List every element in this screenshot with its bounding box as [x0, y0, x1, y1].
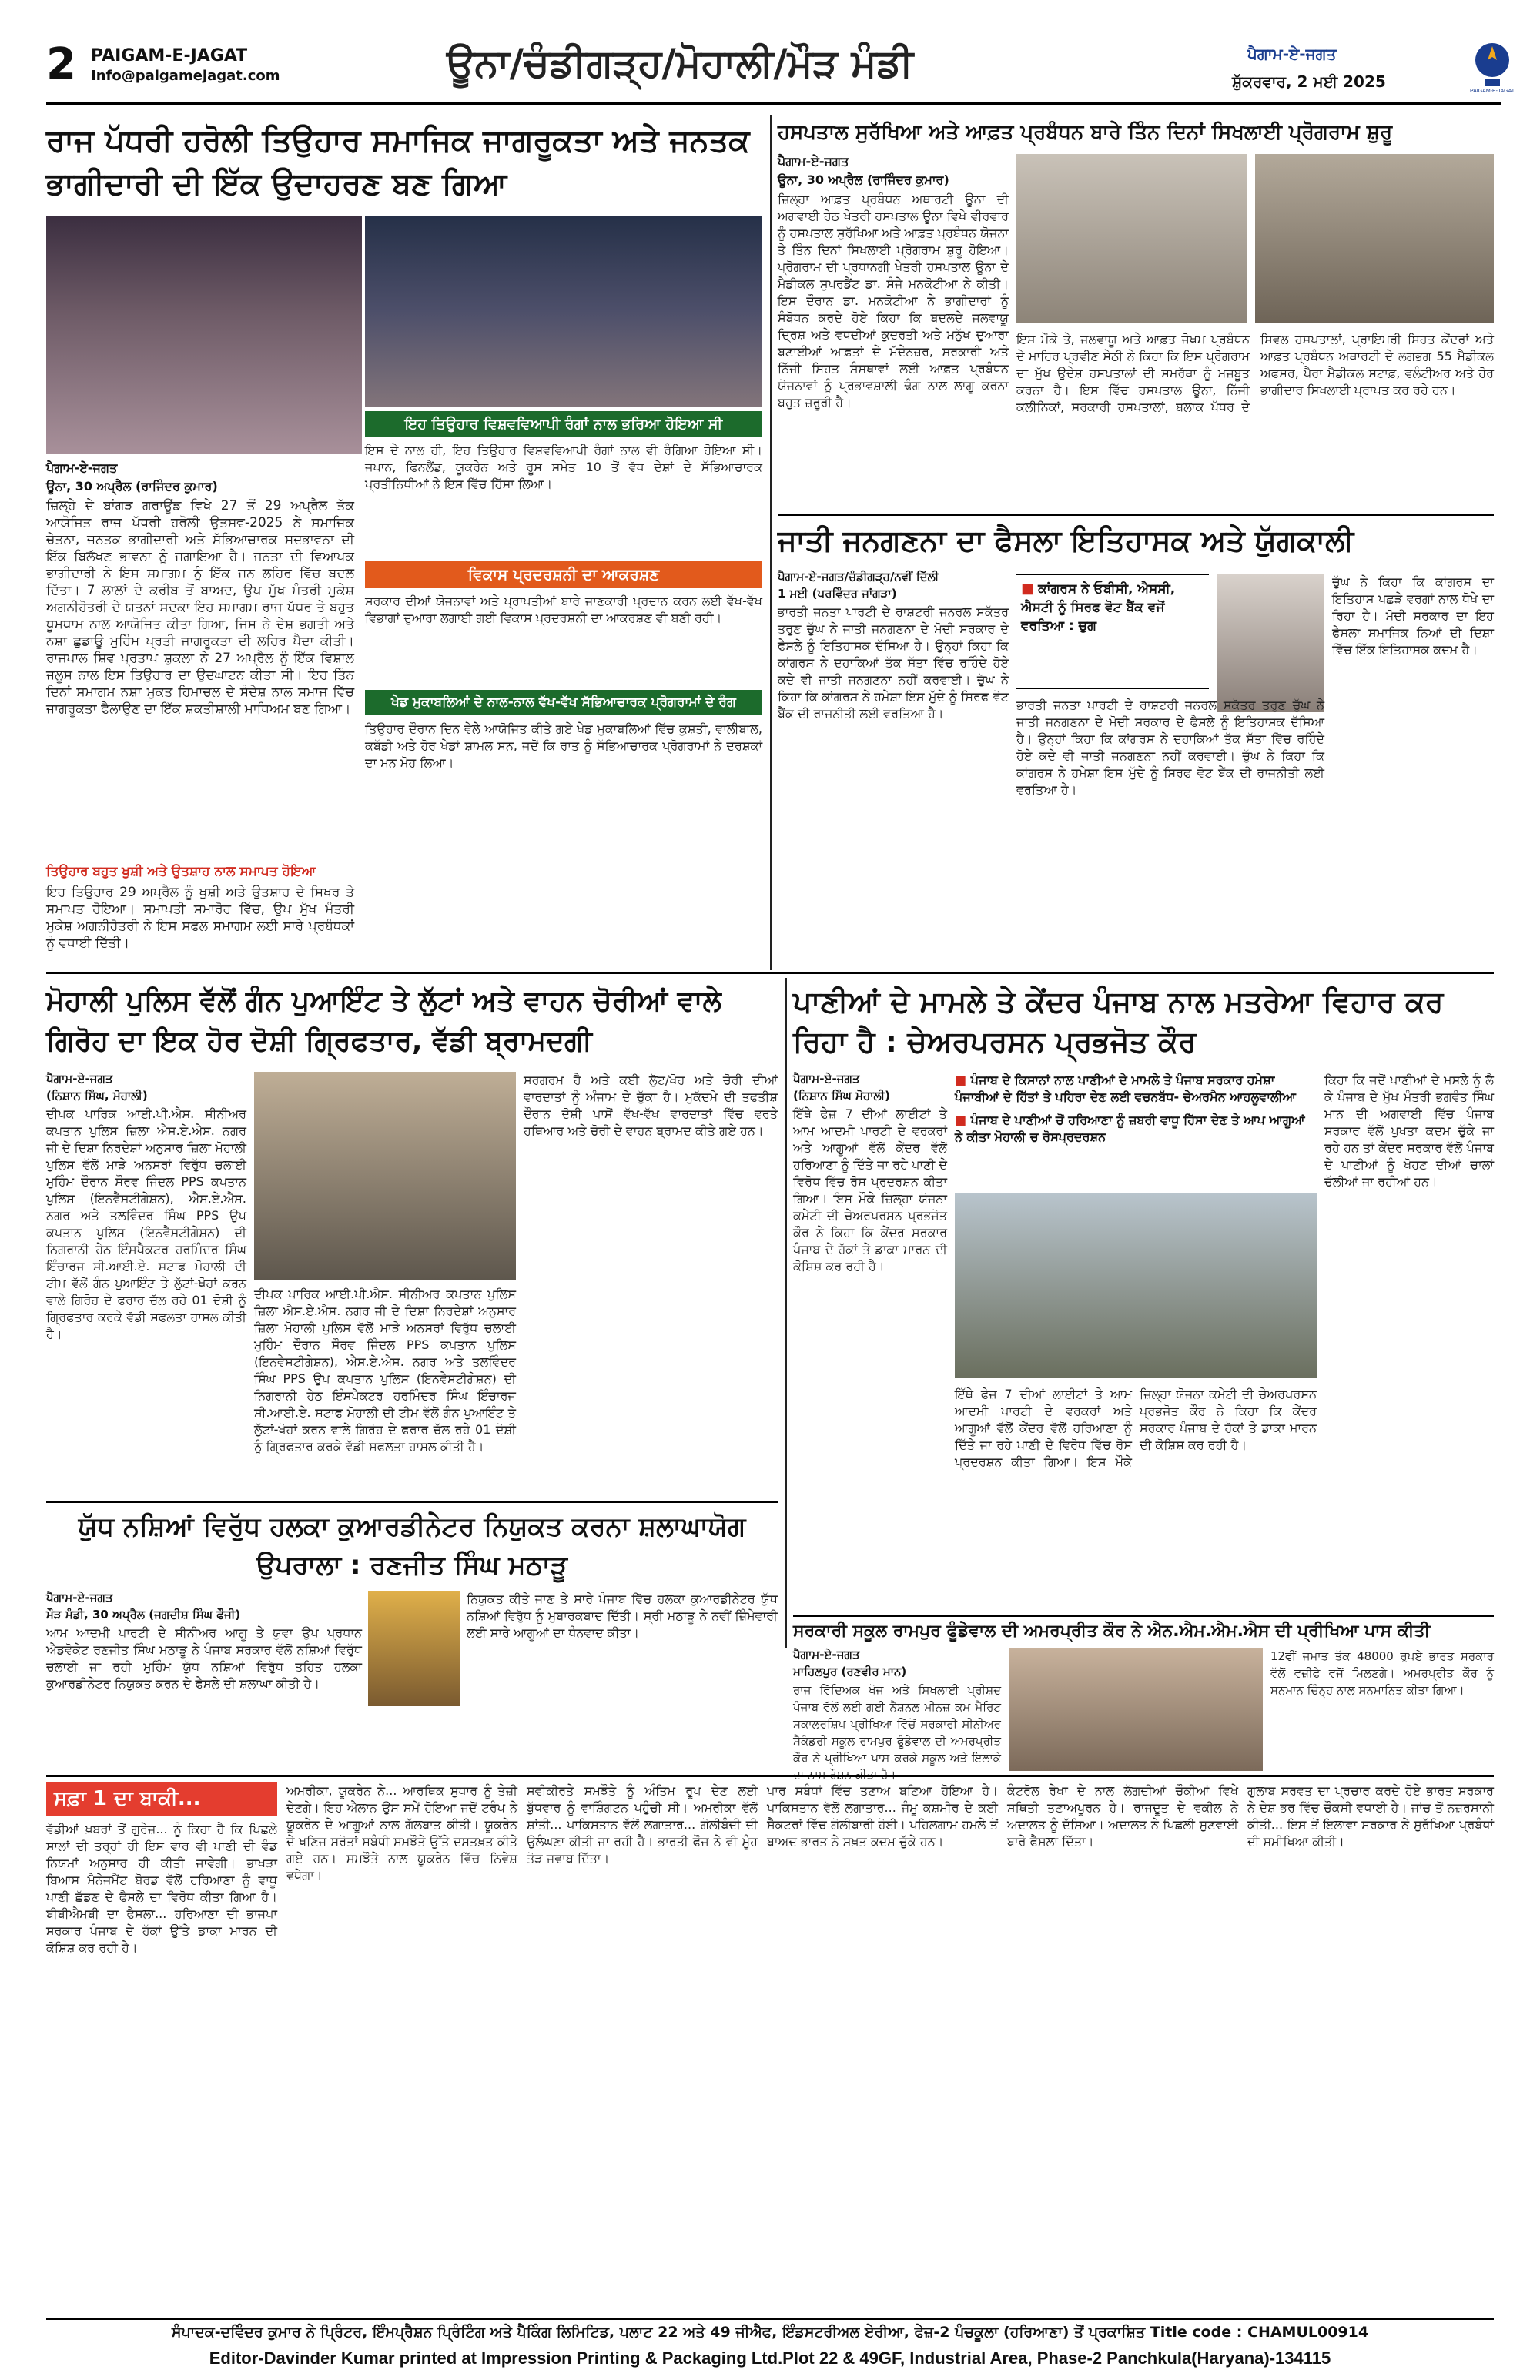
story2-headline: ਹਸਪਤਾਲ ਸੁਰੱਖਿਆ ਅਤੇ ਆਫ਼ਤ ਪ੍ਰਬੰਧਨ ਬਾਰੇ ਤਿੰਨ ਦਿਨਾਂ ਸਿਖਲਾਈ ਪ੍ਰੋਗਰਾਮ ਸ਼ੁਰੂ: [778, 121, 1393, 144]
continued-col-4: ਪਾਰ ਸਬੰਧਾਂ ਵਿੱਚ ਤਣਾਅ ਬਣਿਆ ਹੋਇਆ ਹੈ। ਪਾਕਿਸਤਾਨ ਵੱਲੋਂ ਲਗਾਤਾਰ... ਜੰਮੂ ਕਸ਼ਮੀਰ ਦੇ ਕਈ ਸੈਕਟਰਾਂ ਵਿੱਚ ਗੋਲੀਬਾਰੀ ਹੋਈ। ਪਹਿਲਗਾਮ ਹਮਲੇ ਤੋਂ ਬਾਅਦ ਭਾਰਤ ਨੇ ਸਖ਼ਤ ਕਦਮ ਚੁੱਕੇ ਹਨ।: [767, 1783, 998, 1849]
story1-red-body: ਸਰਕਾਰ ਦੀਆਂ ਯੋਜਨਾਵਾਂ ਅਤੇ ਪ੍ਰਾਪਤੀਆਂ ਬਾਰੇ ਜਾਣਕਾਰੀ ਪ੍ਰਦਾਨ ਕਰਨ ਲਈ ਵੱਖ-ਵੱਖ ਵਿਭਾਗਾਂ ਦੁਆਰਾ ਲਗਾਈ ਗਈ ਵਿਕਾਸ ਪ੍ਰਦਰਸ਼ਨੀ ਦਾ ਆਕਰਸ਼ਣ ਵੀ ਬਣੀ ਰਹੀ।: [365, 594, 762, 625]
story7-byline: ਪੈਗਾਮ-ਏ-ਜਗਤ: [793, 1648, 860, 1662]
story5-dateline: (ਨਿਸ਼ਾਨ ਸਿੰਘ ਮੋਹਾਲੀ): [793, 1089, 891, 1103]
story6-portrait: [368, 1591, 460, 1706]
story1-caption-body: ਇਸ ਦੇ ਨਾਲ ਹੀ, ਇਹ ਤਿਉਹਾਰ ਵਿਸ਼ਵਵਿਆਪੀ ਰੰਗਾਂ ਨਾਲ ਵੀ ਰੰਗਿਆ ਹੋਇਆ ਸੀ। ਜਪਾਨ, ਫਿਨਲੈਂਡ, ਯੂਕਰੇਨ ਅਤੇ ਰੂਸ ਸਮੇਤ 10 ਤੋਂ ਵੱਧ ਦੇਸ਼ਾਂ ਦੇ ਸੱਭਿਆਚਾਰਕ ਪ੍ਰਤੀਨਿਧੀਆਂ ਨੇ ਇਸ ਵਿੱਚ ਹਿੱਸਾ ਲਿਆ।: [365, 443, 762, 491]
story2-photo-meeting: [1016, 154, 1247, 323]
masthead-rule: [46, 102, 1502, 105]
story2-byline: ਪੈਗਾਮ-ਏ-ਜਗਤ: [778, 154, 849, 169]
story1-green-banner: ਖੇਡ ਮੁਕਾਬਲਿਆਂ ਦੇ ਨਾਲ-ਨਾਲ ਵੱਖ-ਵੱਖ ਸੱਭਿਆਚਾਰਕ ਪ੍ਰੋਗਰਾਮਾਂ ਦੇ ਰੰਗ: [365, 690, 762, 715]
story4-byline: ਪੈਗਾਮ-ਏ-ਜਗਤ: [46, 1072, 113, 1086]
story7-dateline: ਮਾਹਿਲਪੁਰ (ਰਣਵੀਰ ਮਾਨ): [793, 1665, 907, 1679]
story3-dateline: 1 ਮਈ (ਪਰਵਿੰਦਰ ਜਾਂਗੜਾ): [778, 587, 897, 601]
separator-horizontal: [46, 972, 1494, 974]
logo-emblem: [1471, 38, 1514, 94]
continued-col-3: ਸਵੀਕੀਰਤੇ ਸਮਝੌਤੇ ਨੂੰ ਅੰਤਿਮ ਰੂਪ ਦੇਣ ਲਈ ਬੁੱਧਵਾਰ ਨੂੰ ਵਾਸ਼ਿੰਗਟਨ ਪਹੁੰਚੀ ਸੀ। ਅਮਰੀਕਾ ਵੱਲੋਂ ਸ਼ਾਂਤੀ... ਪਾਕਿਸਤਾਨ ਵੱਲੋਂ ਲਗਾਤਾਰ... ਗੋਲੀਬੰਦੀ ਦੀ ਉਲੰਘਣਾ ਕੀਤੀ ਜਾ ਰਹੀ ਹੈ। ਭਾਰਤੀ ਫੌਜ ਨੇ ਵੀ ਮੂੰਹ ਤੋੜ ਜਵਾਬ ਦਿੱਤਾ।: [527, 1783, 758, 1866]
story6-body: ਆਮ ਆਦਮੀ ਪਾਰਟੀ ਦੇ ਸੀਨੀਅਰ ਆਗੂ ਤੇ ਯੁਵਾ ਉਪ ਪ੍ਰਧਾਨ ਐਡਵੋਕੇਟ ਰਣਜੀਤ ਸਿੰਘ ਮਠਾੜੂ ਨੇ ਪੰਜਾਬ ਸਰਕਾਰ ਵੱਲੋਂ ਨਸ਼ਿਆਂ ਵਿਰੁੱਧ ਚਲਾਈ ਜਾ ਰਹੀ ਮੁਹਿੰਮ ਯੁੱਧ ਨਸ਼ਿਆਂ ਵਿਰੁੱਧ ਤਹਿਤ ਹਲਕਾ ਕੁਆਰਡੀਨੇਟਰ ਨਿਯੁਕਤ ਕਰਨ ਦੇ ਫੈਸਲੇ ਦੀ ਸ਼ਲਾਘਾ ਕੀਤੀ ਹੈ।: [46, 1625, 362, 1691]
story2-photo-training: [1255, 154, 1494, 323]
story1-green-body: ਤਿਉਹਾਰ ਦੌਰਾਨ ਦਿਨ ਵੇਲੇ ਆਯੋਜਿਤ ਕੀਤੇ ਗਏ ਖੇਡ ਮੁਕਾਬਲਿਆਂ ਵਿੱਚ ਕੁਸ਼ਤੀ, ਵਾਲੀਬਾਲ, ਕਬੱਡੀ ਅਤੇ ਹੋਰ ਖੇਡਾਂ ਸ਼ਾਮਲ ਸਨ, ਜਦੋਂ ਕਿ ਰਾਤ ਨੂੰ ਸੱਭਿਆਚਾਰਕ ਪ੍ਰੋਗਰਾਮਾਂ ਨੇ ਦਰਸ਼ਕਾਂ ਦਾ ਮਨ ਮੋਹ ਲਿਆ।: [365, 721, 762, 770]
story6-byline: ਪੈਗਾਮ-ਏ-ਜਗਤ: [46, 1591, 113, 1605]
footer-line-2: Editor-Davinder Kumar printed at Impression Printing & Packaging Ltd.Plot 22 & 49GF, Industrial Area, Phase-2 Panchkula(Haryana)-134115: [209, 2348, 1331, 2368]
story1-dateline: ਊਨਾ, 30 ਅਪ੍ਰੈਲ (ਰਾਜਿੰਦਰ ਕੁਮਾਰ): [46, 479, 218, 494]
story3-byline: ਪੈਗਾਮ-ਏ-ਜਗਤ/ਚੰਡੀਗੜ੍ਹ/ਨਵੀਂ ਦਿੱਲੀ: [778, 570, 939, 584]
separator-vertical: [785, 978, 787, 1648]
story6-text-col: [46, 1591, 362, 1768]
section-title: ਊਨਾ/ਚੰਡੀਗੜ੍ਹ/ਮੋਹਾਲੀ/ਮੌੜ ਮੰਡੀ: [447, 41, 914, 85]
separator-horizontal: [778, 514, 1494, 516]
story6-dateline: ਮੌੜ ਮੰਡੀ, 30 ਅਪ੍ਰੈਲ (ਜਗਦੀਸ਼ ਸਿੰਘ ਫੌਜੀ): [46, 1608, 241, 1622]
story4-body2: ਸਰਗਰਮ ਹੈ ਅਤੇ ਕਈ ਲੁੱਟ/ਖੋਹ ਅਤੇ ਚੋਰੀ ਦੀਆਂ ਵਾਰਦਾਤਾਂ ਨੂੰ ਅੰਜਾਮ ਦੇ ਚੁੱਕਾ ਹੈ। ਮੁਕੱਦਮੇ ਦੀ ਤਫਤੀਸ਼ ਦੌਰਾਨ ਦੋਸ਼ੀ ਪਾਸੋਂ ਵੱਖ-ਵੱਖ ਵਾਰਦਾਤਾਂ ਵਿੱਚ ਵਰਤੇ ਹਥਿਆਰ ਅਤੇ ਚੋਰੀ ਦੇ ਵਾਹਨ ਬ੍ਰਾਮਦ ਕੀਤੇ ਗਏ ਹਨ।: [524, 1073, 778, 1138]
story2-body: ਜ਼ਿਲ੍ਹਾ ਆਫ਼ਤ ਪ੍ਰਬੰਧਨ ਅਥਾਰਟੀ ਊਨਾ ਦੀ ਅਗਵਾਈ ਹੇਠ ਖੇਤਰੀ ਹਸਪਤਾਲ ਊਨਾ ਵਿਖੇ ਵੀਰਵਾਰ ਨੂੰ ਹਸਪਤਾਲ ਸੁਰੱਖਿਆ ਅਤੇ ਆਫ਼ਤ ਪ੍ਰਬੰਧਨ ਯੋਜਨਾ ਤੇ ਤਿੰਨ ਦਿਨਾਂ ਸਿਖਲਾਈ ਪ੍ਰੋਗਰਾਮ ਸ਼ੁਰੂ ਹੋਇਆ। ਪ੍ਰੋਗਰਾਮ ਦੀ ਪ੍ਰਧਾਨਗੀ ਖੇਤਰੀ ਹਸਪਤਾਲ ਊਨਾ ਦੇ ਮੈਡੀਕਲ ਸੁਪਰਡੈਂਟ ਡਾ. ਸੰਜੇ ਮਨਕੋਟੀਆ ਨੇ ਕੀਤੀ। ਇਸ ਦੌਰਾਨ ਡਾ. ਮਨਕੋਟੀਆ ਨੇ ਭਾਗੀਦਾਰਾਂ ਨੂੰ ਸੰਬੋਧਨ ਕਰਦੇ ਹੋਏ ਕਿਹਾ ਕਿ ਬਦਲਦੇ ਜਲਵਾਯੂ ਦ੍ਰਿਸ਼ ਅਤੇ ਵਧਦੀਆਂ ਕੁਦਰਤੀ ਅਤੇ ਮਨੁੱਖ ਦੁਆਰਾ ਬਣਾਈਆਂ ਆਫ਼ਤਾਂ ਦੇ ਮੱਦੇਨਜ਼ਰ, ਸਰਕਾਰੀ ਅਤੇ ਨਿੱਜੀ ਸਿਹਤ ਸੰਸਥਾਵਾਂ ਲਈ ਆਫ਼ਤ ਪ੍ਰਬੰਧਨ ਯੋਜਨਾਵਾਂ ਨੂੰ ਪ੍ਰਭਾਵਸ਼ਾਲੀ ਢੰਗ ਨਾਲ ਲਾਗੂ ਕਰਨਾ ਬਹੁਤ ਜ਼ਰੂਰੀ ਹੈ।: [778, 192, 1009, 410]
masthead: [46, 38, 1515, 108]
story3-body: ਭਾਰਤੀ ਜਨਤਾ ਪਾਰਟੀ ਦੇ ਰਾਸ਼ਟਰੀ ਜਨਰਲ ਸਕੱਤਰ ਤਰੁਣ ਚੁੱਘ ਨੇ ਜਾਤੀ ਜਨਗਣਨਾ ਦੇ ਮੋਦੀ ਸਰਕਾਰ ਦੇ ਫੈਸਲੇ ਨੂੰ ਇਤਿਹਾਸਕ ਦੱਸਿਆ ਹੈ। ਉਨ੍ਹਾਂ ਕਿਹਾ ਕਿ ਕਾਂਗਰਸ ਨੇ ਦਹਾਕਿਆਂ ਤੱਕ ਸੱਤਾ ਵਿੱਚ ਰਹਿੰਦੇ ਹੋਏ ਕਦੇ ਵੀ ਜਾਤੀ ਜਨਗਣਨਾ ਨਹੀਂ ਕਰਵਾਈ। ਚੁੱਘ ਨੇ ਕਿਹਾ ਕਿ ਕਾਂਗਰਸ ਨੇ ਹਮੇਸ਼ਾ ਇਸ ਮੁੱਦੇ ਨੂੰ ਸਿਰਫ ਵੋਟ ਬੈਂਕ ਦੀ ਰਾਜਨੀਤੀ ਲਈ ਵਰਤਿਆ ਹੈ।: [778, 604, 1009, 721]
story4-headline: ਮੋਹਾਲੀ ਪੁਲਿਸ ਵੱਲੋਂ ਗੰਨ ਪੁਆਇੰਟ ਤੇ ਲੁੱਟਾਂ ਅਤੇ ਵਾਹਨ ਚੋਰੀਆਂ ਵਾਲੇ ਗਿਰੋਹ ਦਾ ਇਕ ਹੋਰ ਦੋਸ਼ੀ ਗ੍ਰਿਫਤਾਰ, ਵੱਡੀ ਬ੍ਰਾਮਦਗੀ: [46, 986, 721, 1057]
story1-red-banner: ਵਿਕਾਸ ਪ੍ਰਦਰਸ਼ਨੀ ਦਾ ਆਕਰਸ਼ਣ: [365, 561, 762, 588]
story7-body: ਰਾਜ ਵਿੱਦਿਅਕ ਖੋਜ ਅਤੇ ਸਿਖਲਾਈ ਪ੍ਰੀਸ਼ਦ ਪੰਜਾਬ ਵੱਲੋਂ ਲਈ ਗਈ ਨੈਸ਼ਨਲ ਮੀਨਜ਼ ਕਮ ਮੈਰਿਟ ਸਕਾਲਰਸ਼ਿਪ ਪ੍ਰੀਖਿਆ ਵਿੱਚੋਂ ਸਰਕਾਰੀ ਸੀਨੀਅਰ ਸੈਕੰਡਰੀ ਸਕੂਲ ਰਾਮਪੁਰ ਫੂੰਡੇਵਾਲ ਦੀ ਅਮਰਪ੍ਰੀਤ ਕੌਰ ਨੇ ਪ੍ਰੀਖਿਆ ਪਾਸ ਕਰਕੇ ਸਕੂਲ ਅਤੇ ਇਲਾਕੇ: [793, 1683, 1001, 1765]
bullet-icon: ■: [955, 1113, 967, 1127]
story5-bullet-1-text: ਪੰਜਾਬ ਦੇ ਕਿਸਾਨਾਂ ਨਾਲ ਪਾਣੀਆਂ ਦੇ ਮਾਮਲੇ ਤੇ ਪੰਜਾਬ ਸਰਕਾਰ ਹਮੇਸ਼ਾ ਪੰਜਾਬੀਆਂ ਦੇ ਹਿੱਤਾਂ ਤੇ ਪਹਿਰਾ ਦੇਣ ਲਈ ਵਚਨਬੱਧ- ਚੇਅਰਮੈਨ ਆਹਲੂਵਾਲੀਆ: [955, 1073, 1296, 1104]
story7-text-col: [793, 1648, 1001, 1771]
story5-byline: ਪੈਗਾਮ-ਏ-ਜਗਤ: [793, 1072, 860, 1086]
separator-vertical: [770, 115, 772, 970]
footer-rule: [46, 2318, 1494, 2320]
story3-body2: ਚੁੱਘ ਨੇ ਕਿਹਾ ਕਿ ਕਾਂਗਰਸ ਦਾ ਇਤਿਹਾਸ ਪਛੜੇ ਵਰਗਾਂ ਨਾਲ ਧੋਖੇ ਦਾ ਰਿਹਾ ਹੈ। ਮੋਦੀ ਸਰਕਾਰ ਦਾ ਇਹ ਫੈਸਲਾ ਸਮਾਜਿਕ ਨਿਆਂ ਦੀ ਦਿਸ਼ਾ ਵਿੱਚ ਇੱਕ ਇਤਿਹਾਸਕ ਕਦਮ ਹੈ।: [1332, 574, 1494, 657]
story1-headline: ਰਾਜ ਪੱਧਰੀ ਹਰੋਲੀ ਤਿਉਹਾਰ ਸਮਾਜਿਕ ਜਾਗਰੂਕਤਾ ਅਤੇ ਜਨਤਕ ਭਾਗੀਦਾਰੀ ਦੀ ਇੱਕ ਉਦਾਹਰਣ ਬਣ ਗਿਆ: [46, 123, 750, 202]
logo-text: ਪੈਗਾਮ-ਏ-ਜਗਤ: [1247, 45, 1337, 63]
continued-col-6: ਗੁਲਾਬ ਸਰਵਤ ਦਾ ਪ੍ਰਚਾਰ ਕਰਦੇ ਹੋਏ ਭਾਰਤ ਸਰਕਾਰ ਨੇ ਦੇਸ਼ ਭਰ ਵਿੱਚ ਚੌਕਸੀ ਵਧਾਈ ਹੈ। ਜਾਂਚ ਤੋਂ ਨਜ਼ਰਸਾਨੀ ਕੀਤੀ... ਇਸ ਤੋਂ ਇਲਾਵਾ ਸਰਕਾਰ ਨੇ ਸੁਰੱਖਿਆ ਪ੍ਰਬੰਧਾਂ ਦੀ ਸਮੀਖਿਆ ਕੀਤੀ।: [1247, 1783, 1494, 1849]
story3-body3: ਭਾਰਤੀ ਜਨਤਾ ਪਾਰਟੀ ਦੇ ਰਾਸ਼ਟਰੀ ਜਨਰਲ ਸਕੱਤਰ ਤਰੁਣ ਚੁੱਘ ਨੇ ਜਾਤੀ ਜਨਗਣਨਾ ਦੇ ਮੋਦੀ ਸਰਕਾਰ ਦੇ ਫੈਸਲੇ ਨੂੰ ਇਤਿਹਾਸਕ ਦੱਸਿਆ ਹੈ। ਉਨ੍ਹਾਂ ਕਿਹਾ ਕਿ ਕਾਂਗਰਸ ਨੇ ਦਹਾਕਿਆਂ ਤੱਕ ਸੱਤਾ ਵਿੱਚ ਰਹਿੰਦੇ ਹੋਏ ਕਦੇ ਵੀ ਜਾਤੀ ਜਨਗਣਨਾ ਨਹੀਂ ਕਰਵਾਈ। ਚੁੱਘ ਨੇ ਕਿਹਾ ਕਿ ਕਾਂਗਰਸ ਨੇ ਹਮੇਸ਼ਾ ਇਸ ਮੁੱਦੇ ਨੂੰ ਸਿਰਫ ਵੋਟ ਬੈਂਕ ਦੀ ਰਾਜਨੀਤੀ ਲਈ ਵਰਤਿਆ ਹੈ।: [1016, 698, 1324, 797]
story1-photo-crowd: [46, 216, 362, 454]
email: Info@paigamejagat.com: [91, 68, 280, 84]
bullet-icon: ■: [955, 1073, 967, 1087]
paper-name: PAIGAM-E-JAGAT: [91, 46, 248, 65]
separator-horizontal: [46, 1775, 1494, 1777]
story5-text-col: [793, 1072, 947, 1611]
story5-bullet-1: [955, 1072, 1317, 1106]
story5-bullet-2: [955, 1112, 1317, 1146]
story4-body: ਦੀਪਕ ਪਾਰਿਕ ਆਈ.ਪੀ.ਐਸ. ਸੀਨੀਅਰ ਕਪਤਾਨ ਪੁਲਿਸ ਜ਼ਿਲਾ ਐਸ.ਏ.ਐਸ. ਨਗਰ ਜੀ ਦੇ ਦਿਸ਼ਾ ਨਿਰਦੇਸ਼ਾਂ ਅਨੁਸਾਰ ਜ਼ਿਲਾ ਮੋਹਾਲੀ ਪੁਲਿਸ ਵੱਲੋਂ ਮਾੜੇ ਅਨਸਰਾਂ ਵਿਰੁੱਧ ਚਲਾਈ ਮੁਹਿੰਮ ਦੌਰਾਨ ਸੌਰਵ ਜਿੰਦਲ PPS ਕਪਤਾਨ ਪੁਲਿਸ (ਇਨਵੈਸਟੀਗੇਸ਼ਨ), ਐਸ.ਏ.ਐਸ. ਨਗਰ ਅਤੇ ਤਲਵਿੰਦਰ ਸਿੰਘ PPS ਉਪ ਕਪਤਾਨ ਪੁਲਿਸ (ਇਨਵੈਸਟੀਗੇਸ਼ਨ) ਦੀ ਨਿਗਰਾਨੀ ਹੇਠ ਇੰਸਪੈਕਟਰ ਹਰਮਿੰਦਰ ਸਿੰਘ ਇੰਚਾਰਜ ਸੀ.ਆਈ.ਏ. ਸਟਾਫ ਮੋਹਾਲੀ ਦੀ ਟੀਮ ਵੱਲੋਂ ਗੰਨ ਪੁਆਇੰਟ ਤੇ ਲੁੱਟਾਂ-ਖੋਹਾਂ ਕਰਨ ਵਾਲੇ ਗਿਰੋਹ ਦੇ ਫਰਾਰ ਚੱਲ ਰਹੇ 01 ਦੋਸ਼ੀ ਨੂੰ ਗ੍ਰਿਫਤਾਰ ਕਰਕੇ ਵੱਡੀ ਸਫਲਤਾ ਹਾਸਲ ਕੀਤੀ ਹੈ।: [46, 1106, 246, 1341]
story1-body2: ਇਹ ਤਿਉਹਾਰ 29 ਅਪ੍ਰੈਲ ਨੂੰ ਖੁਸ਼ੀ ਅਤੇ ਉਤਸ਼ਾਹ ਦੇ ਸਿਖਰ ਤੇ ਸਮਾਪਤ ਹੋਇਆ। ਸਮਾਪਤੀ ਸਮਾਰੋਹ ਵਿੱਚ, ਉਪ ਮੁੱਖ ਮੰਤਰੀ ਮੁਕੇਸ਼ ਅਗਨੀਹੋਤਰੀ ਨੇ ਇਸ ਸਫਲ ਸਮਾਗਮ ਲਈ ਸਾਰੇ ਪ੍ਰਬੰਧਕਾਂ ਨੂੰ ਵਧਾਈ ਦਿੱਤੀ।: [46, 885, 354, 951]
story4-photo-recovery: [254, 1072, 516, 1280]
story5-bullet-2-text: ਪੰਜਾਬ ਦੇ ਪਾਣੀਆਂ ਚੋਂ ਹਰਿਆਣਾ ਨੂੰ ਜ਼ਬਰੀ ਵਾਧੂ ਹਿੱਸਾ ਦੇਣ ਤੇ ਆਪ ਆਗੂਆਂ ਨੇ ਕੀਤਾ ਮੋਹਾਲੀ ਚ ਰੋਸਪ੍ਰਦਰਸ਼ਨ: [955, 1113, 1305, 1144]
story7-headline: ਸਰਕਾਰੀ ਸਕੂਲ ਰਾਮਪੁਰ ਫੂੰਡੇਵਾਲ ਦੀ ਅਮਰਪ੍ਰੀਤ ਕੌਰ ਨੇ ਐਨ.ਐਮ.ਐਮ.ਐਸ ਦੀ ਪ੍ਰੀਖਿਆ ਪਾਸ ਕੀਤੀ: [793, 1622, 1431, 1641]
story5-bullets: [955, 1072, 1317, 1187]
continued-col-5: ਕੰਟਰੋਲ ਰੇਖਾ ਦੇ ਨਾਲ ਲੱਗਦੀਆਂ ਚੌਕੀਆਂ ਵਿਖੇ ਸਥਿਤੀ ਤਣਾਅਪੂਰਨ ਹੈ। ਰਾਜਦੂਤ ਦੇ ਵਕੀਲ ਨੇ ਅਦਾਲਤ ਨੂੰ ਦੱਸਿਆ। ਅਦਾਲਤ ਨੇ ਪਿਛਲੀ ਸੁਣਵਾਈ ਬਾਰੇ ਫੈਸਲਾ ਦਿੱਤਾ।: [1007, 1783, 1238, 1849]
story1-byline: ਪੈਗਾਮ-ਏ-ਜਗਤ: [46, 460, 118, 475]
story1-caption-bar: ਇਹ ਤਿਉਹਾਰ ਵਿਸ਼ਵਵਿਆਪੀ ਰੰਗਾਂ ਨਾਲ ਭਰਿਆ ਹੋਇਆ ਸੀ: [365, 411, 762, 437]
story3-pull-quote-text: ਕਾਂਗਰਸ ਨੇ ਓਬੀਸੀ, ਐਸਸੀ, ਐਸਟੀ ਨੂੰ ਸਿਰਫ ਵੋਟ ਬੈਂਕ ਵਜੋਂ ਵਰਤਿਆ : ਚੁਗ: [1021, 581, 1176, 634]
story4-text-col: [46, 1072, 246, 1495]
separator-horizontal: [793, 1615, 1494, 1617]
story1-text-col1: [46, 460, 354, 969]
story2-body2: ਇਸ ਮੌਕੇ ਤੇ, ਜਲਵਾਯੂ ਅਤੇ ਆਫ਼ਤ ਜੋਖਮ ਪ੍ਰਬੰਧਨ ਦੇ ਮਾਹਿਰ ਪ੍ਰਵੀਣ ਸੇਠੀ ਨੇ ਕਿਹਾ ਕਿ ਇਸ ਪ੍ਰੋਗਰਾਮ ਦਾ ਮੁੱਖ ਉਦੇਸ਼ ਹਸਪਤਾਲਾਂ ਦੀ ਸਮਰੱਥਾ ਨੂੰ ਮਜ਼ਬੂਤ ਕਰਨਾ ਹੈ। ਇਸ ਵਿੱਚ ਹਸਪਤਾਲ ਊਨਾ, ਨਿੱਜੀ ਕਲੀਨਿਕਾਂ, ਸਰਕਾਰੀ ਹਸਪਤਾਲਾਂ, ਬਲਾਕ ਪੱਧਰ ਦੇ ਸਿਵਲ ਹਸਪਤਾਲਾਂ, ਪ੍ਰਾਇਮਰੀ ਸਿਹਤ ਕੇਂਦਰਾਂ ਅਤੇ ਆਫ਼ਤ ਪ੍ਰਬੰਧਨ ਅਥਾਰਟੀ ਦੇ ਲਗਭਗ 55 ਮੈਡੀਕਲ ਅਫਸਰ, ਪੈਰਾ ਮੈਡੀਕਲ ਸਟਾਫ਼, ਵਲੰਟੀਅਰ ਅਤੇ ਹੋਰ ਭਾਗੀਦਾਰ ਸਿਖਲਾਈ ਪ੍ਰਾਪਤ ਕਰ ਰਹੇ ਹਨ।: [1016, 332, 1494, 414]
story6-body2: ਨਿਯੁਕਤ ਕੀਤੇ ਜਾਣ ਤੇ ਸਾਰੇ ਪੰਜਾਬ ਵਿੱਚ ਹਲਕਾ ਕੁਆਰਡੀਨੇਟਰ ਯੁੱਧ ਨਸ਼ਿਆਂ ਵਿਰੁੱਧ ਨੂੰ ਮੁਬਾਰਕਬਾਦ ਦਿੱਤੀ। ਸ੍ਰੀ ਮਠਾੜੂ ਨੇ ਨਵੀਂ ਜ਼ਿੰਮੇਵਾਰੀ ਲਈ ਸਾਰੇ ਆਗੂਆਂ ਦਾ ਧੰਨਵਾਦ ਕੀਤਾ।: [467, 1592, 778, 1640]
story3-pull-quote: [1016, 574, 1209, 689]
issue-date: ਸ਼ੁੱਕਰਵਾਰ, 2 ਮਈ 2025: [1232, 72, 1386, 91]
svg-text:PAIGAM-E-JAGAT: PAIGAM-E-JAGAT: [1469, 89, 1515, 94]
story5-body: ਇੱਥੇ ਫੇਜ਼ 7 ਦੀਆਂ ਲਾਈਟਾਂ ਤੇ ਆਮ ਆਦਮੀ ਪਾਰਟੀ ਦੇ ਵਰਕਰਾਂ ਅਤੇ ਆਗੂਆਂ ਵੱਲੋਂ ਕੇਂਦਰ ਵੱਲੋਂ ਹਰਿਆਣਾ ਨੂੰ ਦਿੱਤੇ ਜਾ ਰਹੇ ਪਾਣੀ ਦੇ ਵਿਰੋਧ ਵਿੱਚ ਰੋਸ ਪ੍ਰਦਰਸ਼ਨ ਕੀਤਾ ਗਿਆ। ਇਸ ਮੌਕੇ ਜ਼ਿਲ੍ਹਾ ਯੋਜਨਾ ਕਮੇਟੀ ਦੀ ਚੇਅਰਪਰਸਨ ਪ੍ਰਭਜੋਤ ਕੌਰ ਨੇ ਕਿਹਾ ਕਿ ਕੇਂਦਰ ਸਰਕਾਰ ਪੰਜਾਬ ਦੇ ਹੱਕਾਂ ਤੇ ਡਾਕਾ ਮਾਰਨ ਦੀ ਕੋਸ਼ਿਸ਼ ਕਰ ਰਹੀ ਹੈ।: [793, 1106, 947, 1274]
continued-col-2: ਅਮਰੀਕਾ, ਯੂਕਰੇਨ ਨੇ... ਆਰਥਿਕ ਸੁਧਾਰ ਨੂੰ ਤੇਜ਼ੀ ਦੇਣਗੇ। ਇਹ ਐਲਾਨ ਉਸ ਸਮੇਂ ਹੋਇਆ ਜਦੋਂ ਟਰੰਪ ਨੇ ਯੂਕਰੇਨ ਦੇ ਆਗੂਆਂ ਨਾਲ ਗੱਲਬਾਤ ਕੀਤੀ। ਯੂਕਰੇਨ ਦੇ ਖਣਿਜ ਸਰੋਤਾਂ ਸਬੰਧੀ ਸਮਝੌਤੇ ਉੱਤੇ ਦਸਤਖ਼ਤ ਕੀਤੇ ਗਏ ਹਨ। ਸਮਝੌਤੇ ਨਾਲ ਯੂਕਰੇਨ ਵਿੱਚ ਨਿਵੇਸ਼ ਵਧੇਗਾ।: [286, 1783, 517, 1883]
story4-body3: ਦੀਪਕ ਪਾਰਿਕ ਆਈ.ਪੀ.ਐਸ. ਸੀਨੀਅਰ ਕਪਤਾਨ ਪੁਲਿਸ ਜ਼ਿਲਾ ਐਸ.ਏ.ਐਸ. ਨਗਰ ਜੀ ਦੇ ਦਿਸ਼ਾ ਨਿਰਦੇਸ਼ਾਂ ਅਨੁਸਾਰ ਜ਼ਿਲਾ ਮੋਹਾਲੀ ਪੁਲਿਸ ਵੱਲੋਂ ਮਾੜੇ ਅਨਸਰਾਂ ਵਿਰੁੱਧ ਚਲਾਈ ਮੁਹਿੰਮ ਦੌਰਾਨ ਸੌਰਵ ਜਿੰਦਲ PPS ਕਪਤਾਨ ਪੁਲਿਸ (ਇਨਵੈਸਟੀਗੇਸ਼ਨ), ਐਸ.ਏ.ਐਸ. ਨਗਰ ਅਤੇ ਤਲਵਿੰਦਰ ਸਿੰਘ PPS ਉਪ ਕਪਤਾਨ ਪੁਲਿਸ (ਇਨਵੈਸਟੀਗੇਸ਼ਨ) ਦੀ ਨਿਗਰਾਨੀ ਹੇਠ ਇੰਸਪੈਕਟਰ ਹਰਮਿੰਦਰ ਸਿੰਘ ਇੰਚਾਰਜ ਸੀ.ਆਈ.ਏ. ਸਟਾਫ ਮੋਹਾਲੀ ਦੀ ਟੀਮ ਵੱਲੋਂ ਗੰਨ ਪੁਆਇੰਟ ਤੇ ਲੁੱਟਾਂ-ਖੋਹਾਂ ਕਰਨ ਵਾਲੇ ਗਿਰੋਹ ਦੇ ਫਰਾਰ ਚੱਲ ਰਹੇ 01 ਦੋਸ਼ੀ ਨੂੰ ਗ੍ਰਿਫਤਾਰ ਕਰਕੇ ਵੱਡੀ ਸਫਲਤਾ ਹਾਸਲ ਕੀਤੀ ਹੈ।: [254, 1287, 516, 1454]
story4-dateline: (ਨਿਸ਼ਾਨ ਸਿੰਘ, ਮੋਹਾਲੀ): [46, 1089, 148, 1103]
story1-photo-stage: [365, 216, 762, 407]
story3-portrait: [1217, 574, 1324, 712]
story3-text-col: [778, 570, 1009, 893]
story1-subhead: ਤਿਉਹਾਰ ਬਹੁਤ ਖੁਸ਼ੀ ਅਤੇ ਉਤਸ਼ਾਹ ਨਾਲ ਸਮਾਪਤ ਹੋਇਆ: [46, 864, 316, 879]
separator-horizontal: [46, 1501, 778, 1503]
story2-dateline: ਊਨਾ, 30 ਅਪ੍ਰੈਲ (ਰਾਜਿੰਦਰ ਕੁਮਾਰ): [778, 172, 949, 187]
story2-text-col: [778, 154, 1009, 508]
story5-headline: ਪਾਣੀਆਂ ਦੇ ਮਾਮਲੇ ਤੇ ਕੇਂਦਰ ਪੰਜਾਬ ਨਾਲ ਮਤਰੇਆ ਵਿਹਾਰ ਕਰ ਰਿਹਾ ਹੈ : ਚੇਅਰਪਰਸਨ ਪ੍ਰਭਜੋਤ ਕੌਰ: [793, 985, 1444, 1059]
page-number: 2: [46, 39, 76, 89]
story5-body3: ਇੱਥੇ ਫੇਜ਼ 7 ਦੀਆਂ ਲਾਈਟਾਂ ਤੇ ਆਮ ਆਦਮੀ ਪਾਰਟੀ ਦੇ ਵਰਕਰਾਂ ਅਤੇ ਆਗੂਆਂ ਵੱਲੋਂ ਕੇਂਦਰ ਵੱਲੋਂ ਹਰਿਆਣਾ ਨੂੰ ਦਿੱਤੇ ਜਾ ਰਹੇ ਪਾਣੀ ਦੇ ਵਿਰੋਧ ਵਿੱਚ ਰੋਸ ਪ੍ਰਦਰਸ਼ਨ ਕੀਤਾ ਗਿਆ। ਇਸ ਮੌਕੇ ਜ਼ਿਲ੍ਹਾ ਯੋਜਨਾ ਕਮੇਟੀ ਦੀ ਚੇਅਰਪਰਸਨ ਪ੍ਰਭਜੋਤ ਕੌਰ ਨੇ ਕਿਹਾ ਕਿ ਕੇਂਦਰ ਸਰਕਾਰ ਪੰਜਾਬ ਦੇ ਹੱਕਾਂ ਤੇ ਡਾਕਾ ਮਾਰਨ ਦੀ ਕੋਸ਼ਿਸ਼ ਕਰ ਰਹੀ ਹੈ।: [955, 1387, 1317, 1469]
story3-headline: ਜਾਤੀ ਜਨਗਣਨਾ ਦਾ ਫੈਸਲਾ ਇਤਿਹਾਸਕ ਅਤੇ ਯੁੱਗਕਾਲੀ: [778, 524, 1354, 557]
story1-body: ਜ਼ਿਲ੍ਹੇ ਦੇ ਬਾਂਗੜ ਗਰਾਊਂਡ ਵਿਖੇ 27 ਤੋਂ 29 ਅਪ੍ਰੈਲ ਤੱਕ ਆਯੋਜਿਤ ਰਾਜ ਪੱਧਰੀ ਹਰੋਲੀ ਉਤਸਵ-2025 ਨੇ ਸਮਾਜਿਕ ਚੇਤਨਾ, ਜਨਤਕ ਭਾਗੀਦਾਰੀ ਅਤੇ ਸੱਭਿਆਚਾਰਕ ਸਦਭਾਵਨਾ ਦੀ ਇੱਕ ਬਿਲੱਖਣ ਭਾਵਨਾ ਨੂੰ ਜਗਾਇਆ ਹੈ। ਜਨਤਾ ਦੀ ਵਿਆਪਕ ਭਾਗੀਦਾਰੀ ਨੇ ਇਸ ਸਮਾਗਮ ਨੂੰ ਇੱਕ ਜਨ ਲਹਿਰ ਵਿੱਚ ਬਦਲ ਦਿੱਤਾ। 7 ਲਾਲਾਂ ਦੇ ਕਰੀਬ ਤੋਂ ਬਾਅਦ, ਉਪ ਮੁੱਖ ਮੰਤਰੀ ਮੁਕੇਸ਼ ਅਗਨੀਹੋਤਰੀ ਦੇ ਯਤਨਾਂ ਸਦਕਾ ਇਹ ਸਮਾਗਮ ਰਾਜ ਪੱਧਰ ਤੇ ਬਹੁਤ ਧੂਮਧਾਮ ਨਾਲ ਆਯੋਜਿਤ ਕੀਤਾ ਗਿਆ, ਜਿਸ ਨੇ ਦੇਸ਼ ਭਗਤੀ ਅਤੇ ਨਸ਼ਾ ਛੁਡਾਊ ਮੁਹਿੰਮ ਪ੍ਰਤੀ ਜਾਗਰੂਕਤਾ ਦੀ ਲਹਿਰ ਪੈਦਾ ਕੀਤੀ। ਰਾਜਪਾਲ ਸ਼ਿਵ ਪ੍ਰਤਾਪ ਸ਼ੁਕਲਾ ਨੇ 27 ਅਪ੍ਰੈਲ ਨੂੰ ਇੱਕ ਵਿਸ਼ਾਲ ਜਲੂਸ ਨਾਲ ਇਸ ਤਿਉਹਾਰ ਦਾ ਉਦਘਾਟਨ ਕੀਤਾ ਸੀ। ਇਹ ਤਿੰਨ ਦਿਨਾਂ ਸਮਾਗਮ ਨਸ਼ਾ ਮੁਕਤ ਹਿਮਾਚਲ ਦੇ ਸੰਦੇਸ਼ ਨਾਲ ਸਮਾਜ ਵਿੱਚ ਜਾਗਰੂਕਤਾ ਫੈਲਾਉਣ ਦਾ ਇੱਕ ਸ਼ਕਤੀਸ਼ਾਲੀ ਮਾਧਿਅਮ ਬਣ ਗਿਆ।: [46, 498, 354, 717]
story7-photo-students: [1009, 1648, 1263, 1771]
continued-col-1: ਵੱਡੀਆਂ ਖ਼ਬਰਾਂ ਤੋਂ ਗੁਰੇਜ਼... ਨੂੰ ਕਿਹਾ ਹੈ ਕਿ ਪਿਛਲੇ ਸਾਲਾਂ ਦੀ ਤਰ੍ਹਾਂ ਹੀ ਇਸ ਵਾਰ ਵੀ ਪਾਣੀ ਦੀ ਵੰਡ ਨਿਯਮਾਂ ਅਨੁਸਾਰ ਹੀ ਕੀਤੀ ਜਾਵੇਗੀ। ਭਾਖੜਾ ਬਿਆਸ ਮੈਨੇਜਮੈਂਟ ਬੋਰਡ ਵੱਲੋਂ ਹਰਿਆਣਾ ਨੂੰ ਵਾਧੂ ਪਾਣੀ ਛੱਡਣ ਦੇ ਫੈਸਲੇ ਦਾ ਵਿਰੋਧ ਕੀਤਾ ਗਿਆ ਹੈ। ਬੀਬੀਐਮਬੀ ਦਾ ਫੈਸਲਾ... ਹਰਿਆਣਾ ਦੀ ਭਾਜਪਾ ਸਰਕਾਰ ਪੰਜਾਬ ਦੇ ਹੱਕਾਂ ਉੱਤੇ ਡਾਕਾ ਮਾਰਨ ਦੀ ਕੋਸ਼ਿਸ਼ ਕਰ ਰਹੀ ਹੈ।: [46, 1822, 277, 1955]
continued-banner: ਸਫ਼ਾ 1 ਦਾ ਬਾਕੀ...: [46, 1782, 277, 1816]
story5-photo-protest: [955, 1193, 1317, 1378]
story6-headline: ਯੁੱਧ ਨਸ਼ਿਆਂ ਵਿਰੁੱਧ ਹਲਕਾ ਕੁਆਰਡੀਨੇਟਰ ਨਿਯੁਕਤ ਕਰਨਾ ਸ਼ਲਾਘਾਯੋਗ ਉਪਰਾਲਾ : ਰਣਜੀਤ ਸਿੰਘ ਮਠਾੜੂ: [78, 1511, 746, 1581]
story5-body2: ਕਿਹਾ ਕਿ ਜਦੋਂ ਪਾਣੀਆਂ ਦੇ ਮਸਲੇ ਨੂੰ ਲੈ ਕੇ ਪੰਜਾਬ ਦੇ ਮੁੱਖ ਮੰਤਰੀ ਭਗਵੰਤ ਸਿੰਘ ਮਾਨ ਦੀ ਅਗਵਾਈ ਵਿੱਚ ਪੰਜਾਬ ਸਰਕਾਰ ਵੱਲੋਂ ਪੁਖਤਾ ਕਦਮ ਚੁੱਕੇ ਜਾ ਰਹੇ ਹਨ ਤਾਂ ਕੇਂਦਰ ਸਰਕਾਰ ਵੱਲੋਂ ਪੰਜਾਬ ਦੇ ਪਾਣੀਆਂ ਨੂੰ ਖੋਹਣ ਦੀਆਂ ਚਾਲਾਂ ਚੱਲੀਆਂ ਜਾ ਰਹੀਆਂ ਹਨ।: [1324, 1073, 1494, 1189]
story7-body2: 12ਵੀਂ ਜਮਾਤ ਤੱਕ 48000 ਰੁਪਏ ਭਾਰਤ ਸਰਕਾਰ ਵੱਲੋਂ ਵਜ਼ੀਫੇ ਵਜੋਂ ਮਿਲਣਗੇ। ਅਮਰਪ੍ਰੀਤ ਕੌਰ ਨੂੰ ਸਨਮਾਨ ਚਿੰਨ੍ਹ ਨਾਲ ਸਨਮਾਨਿਤ ਕੀਤਾ ਗਿਆ।: [1270, 1649, 1494, 1697]
footer-line-1: ਸੰਪਾਦਕ-ਦਵਿੰਦਰ ਕੁਮਾਰ ਨੇ ਪ੍ਰਿੰਟਰ, ਇੰਮਪ੍ਰੈਸ਼ਨ ਪ੍ਰਿੰਟਿੰਗ ਅਤੇ ਪੈਕਿੰਗ ਲਿਮਿਟਿਡ, ਪਲਾਟ 22 ਅਤੇ 49 ਜੀਐਫ, ਇੰਡਸਟਰੀਅਲ ਏਰੀਆ, ਫੇਜ਼-2 ਪੰਚਕੂਲਾ (ਹਰਿਆਣਾ) ਤੋਂ ਪ੍ਰਕਾਸ਼ਿਤ Title code : CHAMUL00914: [171, 2324, 1369, 2341]
quote-bullet-icon: ■: [1021, 581, 1035, 597]
